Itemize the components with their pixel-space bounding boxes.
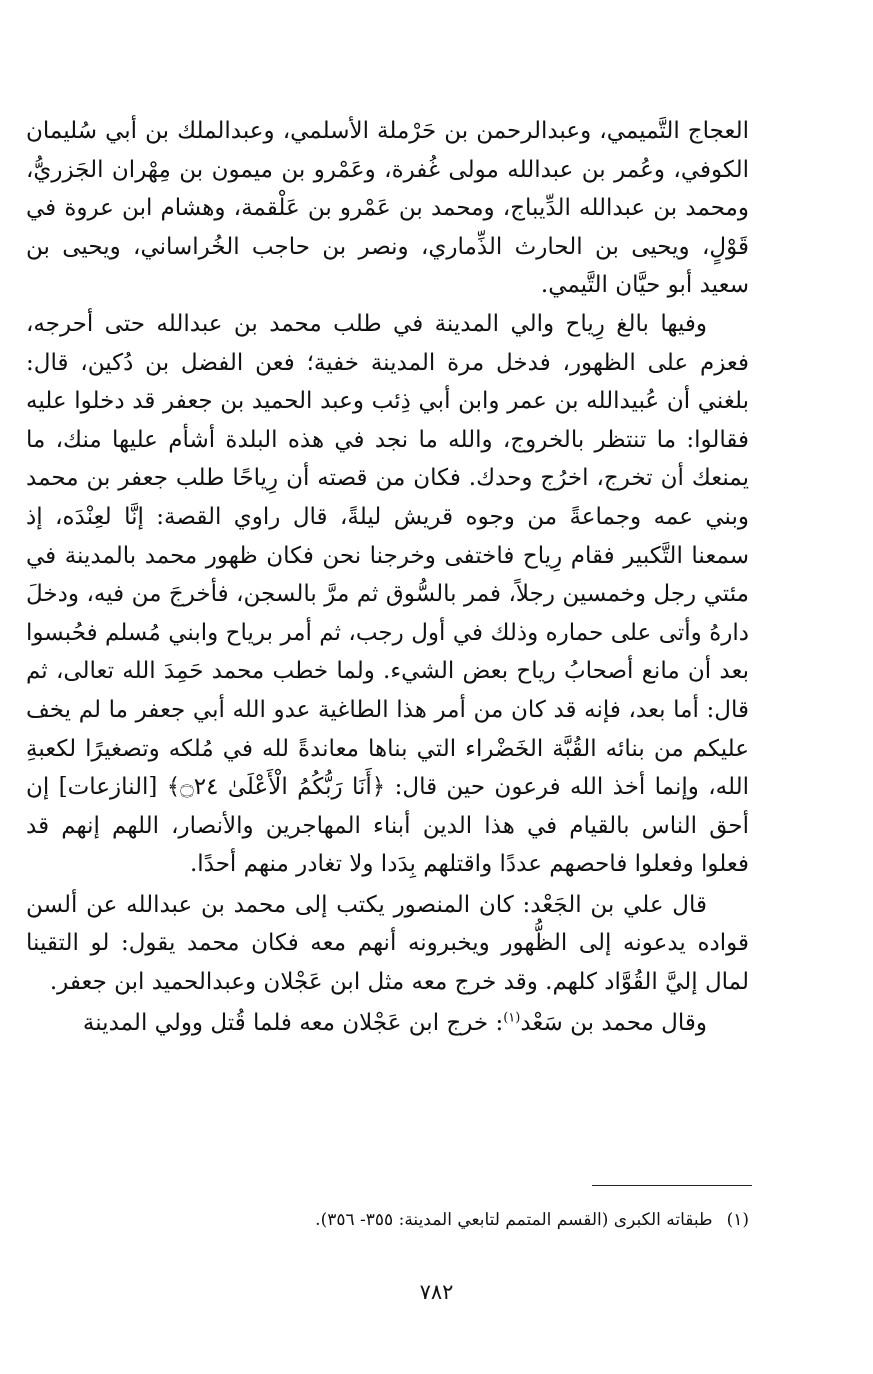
footnote-number: (١) <box>726 1210 749 1230</box>
ibn-sad-text-before: وقال محمد بن سَعْد <box>520 1009 707 1036</box>
ibn-sad-text-after: : خرج ابن عَجْلان معه فلما قُتل وولي المدينة <box>82 1009 504 1036</box>
page-number: ٧٨٢ <box>419 1280 454 1304</box>
footnote-divider <box>592 1185 752 1186</box>
paragraph-riyah-pursuit: وفيها بالغ رِياح والي المدينة في طلب محمد بن عبدالله حتى أحرجه، فعزم على الظهور، فدخل مرة المدينة خفية؛ فعن الفضل بن دُكين، قال: بلغني أن عُبيدالله بن عمر وابن أبي ذِئب وعبد الحميد بن جعفر قد دخلوا عليه فقالوا: ما تنتظر بالخروج، والله ما نجد في هذه البلدة أشأم عليها منك، ما يمنعك أن تخرج، اخرُج وحدك. فكان من قصته أن رِياحًا طلب جعفر بن محمد وبني عمه وجماعةً من وجوه قريش ليلةً، قال راوي القصة: إنَّا لعِنْدَه، إذ سمعنا التَّكبير فقام رِياح فاختفى وخرجنا نحن فكان ظهور محمد بالمدينة في مئتي رجل وخمسين رجلاً، فمر بالسُّوق ثم مرَّ بالسجن، فأخرجَ من فيه، ودخلَ دارهُ وأتى على حماره وذلك في أول رجب، ثم أمر برياح وابني مُسلم فحُبسوا بعد أن مانع أصحابُ رياح بعض الشيء. ولما خطب محمد حَمِدَ الله تعالى، ثم قال: أما بعد، فإنه قد كان من أمر هذا الطاغية عدو الله أبي جعفر ما لم يخف عليكم من بنائه القُبَّة الخَضْراء التي بناها معاندةً لله في مُلكه وتصغيرًا لكعبةِ الله، وإنما أخذ الله فرعون حين قال: ﴿أَنَا رَبُّكُمُ الْأَعْلَىٰ ۝٢٤﴾ [النازعات] إن أحق الناس بالقيام في هذا الدين أبناء المهاجرين والأنصار، اللهم إنهم قد فعلوا وفعلوا فاحصهم عددًا واقتلهم بِدَدا ولا تغادر منهم أحدًا. <box>26 310 749 878</box>
footnote-reference: (١) <box>503 1010 521 1025</box>
footnote-text: طبقاته الكبرى (القسم المتمم لتابعي المدينة: ٣٥٥- ٣٥٦). <box>315 1210 713 1230</box>
footnote <box>200 1206 749 1234</box>
main-text <box>26 112 749 1042</box>
paragraph-ali-bin-al-jad: قال علي بن الجَعْد: كان المنصور يكتب إلى محمد بن عبدالله عن ألسن قواده يدعونه إلى الظُّهور ويخبرونه أنهم معه فكان محمد يقول: لو التقينا لمال إليَّ القُوَّاد كلهم. وقد خرج معه مثل ابن عَجْلان وعبدالحميد ابن جعفر. <box>26 891 749 996</box>
paragraph-ibn-sad <box>26 1004 749 1043</box>
paragraph-narrators-list: العجاج التَّميمي، وعبدالرحمن بن حَرْملة الأسلمي، وعبدالملك بن أبي سُليمان الكوفي، وعُمر بن عبدالله مولى غُفرة، وعَمْرو بن ميمون بن مِهْران الجَزريُّ، ومحمد بن عبدالله الدِّيباج، ومحمد بن عَمْرو بن عَلْقمة، وهشام ابن عروة في قَوْلٍ، ويحيى بن الحارث الذِّماري، ونصر بن حاجب الخُراساني، ويحيى بن سعيد أبو حيَّان التَّيمي. <box>26 118 749 299</box>
